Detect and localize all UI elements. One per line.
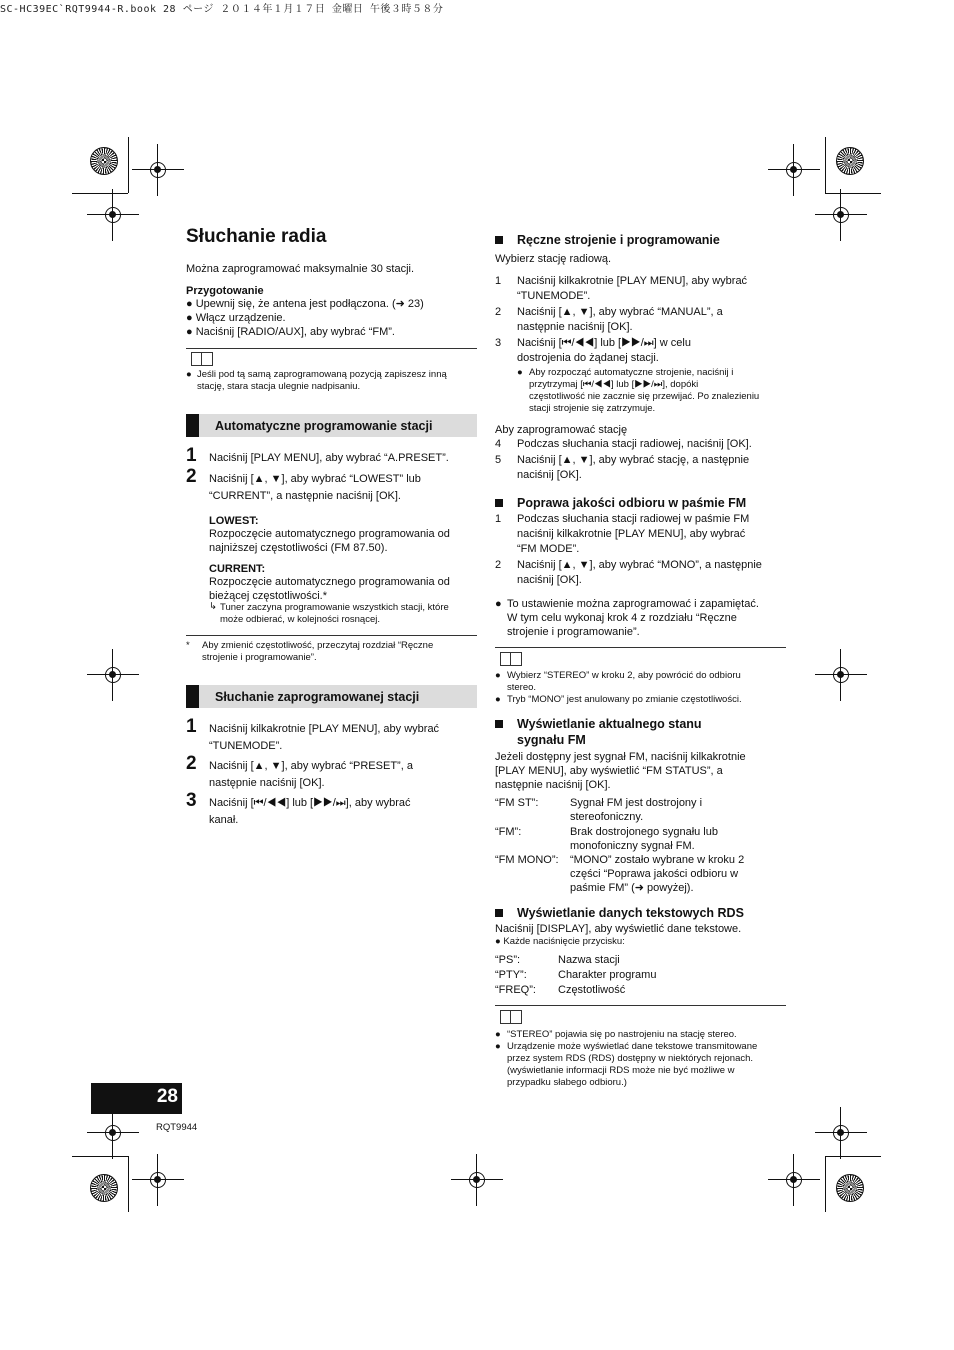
manual-step4: Podczas słuchania stacji radiowej, naciśnij [OK]. xyxy=(517,438,752,450)
page-title: Słuchanie radia xyxy=(186,226,327,247)
note-book-icon xyxy=(500,1010,522,1024)
signal-value: Sygnał FM jest dostrojony i stereofoniczny. xyxy=(570,797,703,823)
crosshair-icon xyxy=(829,203,853,227)
note-bullet: ● xyxy=(495,1029,501,1040)
step-number: 2 xyxy=(495,306,502,318)
note-bullet: ● xyxy=(186,369,192,380)
step-number: 1 xyxy=(186,445,197,466)
crop-mark xyxy=(72,193,128,194)
section-heading-preset: Słuchanie zaprogramowanej stacji xyxy=(186,685,477,708)
signal-key: “FM ST”: xyxy=(495,797,539,809)
fm-step1: Podczas słuchania stacji radiowej w paśmie FM naciśnij kilkakrotnie [PLAY MENU], aby wybrać “FM MODE”. xyxy=(517,513,750,555)
crop-mark xyxy=(825,1156,826,1212)
crop-mark xyxy=(128,137,129,193)
crop-mark xyxy=(825,193,881,194)
square-bullet-icon xyxy=(495,909,503,917)
step-number: 3 xyxy=(186,790,197,811)
lowest-label: LOWEST: xyxy=(209,515,259,527)
step-number: 1 xyxy=(186,716,197,737)
crosshair-icon xyxy=(465,1168,489,1192)
preset-step1: Naciśnij kilkakrotnie [PLAY MENU], aby wybrać “TUNEMODE”. xyxy=(209,723,440,752)
fm-bullet: To ustawienie można zaprogramować i zapamiętać. W tym celu wykonaj krok 4 z rozdziału “Ręczne strojenie i programowanie”. xyxy=(507,598,759,638)
signal-key: “FM MONO”: xyxy=(495,854,559,866)
divider xyxy=(495,647,786,648)
crosshair-icon xyxy=(782,1168,806,1192)
arrow-icon: ↳ xyxy=(209,601,217,612)
rds-key: “FREQ”: xyxy=(495,984,536,996)
note-bullet: ● xyxy=(495,670,501,681)
note-text: Jeśli pod tą samą zaprogramowaną pozycją zapiszesz inną stację, stara stacja ulegnie nadpisaniu. xyxy=(197,369,447,392)
crop-mark xyxy=(825,1156,881,1157)
step-number: 2 xyxy=(186,466,197,487)
arrow-note: Tuner zaczyna programowanie wszystkich stacji, które może odbierać, w kolejności rosnącej. xyxy=(220,602,449,625)
step-number: 2 xyxy=(495,559,502,571)
step-number: 2 xyxy=(186,753,197,774)
registration-dial-icon xyxy=(836,1174,864,1202)
prep-item: ● Włącz urządzenie. xyxy=(186,312,286,324)
crosshair-icon xyxy=(146,1168,170,1192)
square-bullet-icon xyxy=(495,236,503,244)
divider xyxy=(495,1005,786,1006)
preset-intro: Aby zaprogramować stację xyxy=(495,424,628,436)
prep-item: ● Naciśnij [RADIO/AUX], aby wybrać “FM”. xyxy=(186,326,395,338)
doc-code: RQT9944 xyxy=(156,1122,198,1133)
divider xyxy=(186,635,477,636)
rds-sub: ● Każde naciśnięcie przycisku: xyxy=(495,936,625,947)
manual-step3-note: Aby rozpocząć automatyczne strojenie, naciśnij i przytrzymaj [⏮/◀◀] lub [▶▶/⏭], dopóki częstotliwość nie zacznie się przewijać. Po znalezieniu stacji strojenie się zatrzymuje. xyxy=(529,367,760,414)
signal-heading: Wyświetlanie aktualnego stanu sygnału FM xyxy=(517,717,702,747)
manual-step1: Naciśnij kilkakrotnie [PLAY MENU], aby wybrać “TUNEMODE”. xyxy=(517,275,748,302)
footnote-mark: * xyxy=(186,640,190,651)
manual-intro: Wybierz stację radiową. xyxy=(495,253,612,265)
manual-step2: Naciśnij [▲, ▼], aby wybrać “MANUAL”, a następnie naciśnij [OK]. xyxy=(517,306,723,333)
registration-dial-icon xyxy=(836,147,864,175)
crop-mark xyxy=(72,1156,128,1157)
signal-key: “FM”: xyxy=(495,826,522,838)
lowest-text: Rozpoczęcie automatycznego programowania od najniższej częstotliwości (FM 87.50). xyxy=(209,528,450,554)
auto-step1: Naciśnij [PLAY MENU], aby wybrać “A.PRESET”. xyxy=(209,452,449,464)
rds-value: Częstotliwość xyxy=(558,984,626,996)
fm-note: Wybierz “STEREO” w kroku 2, aby powrócić do odbioru stereo. xyxy=(507,670,741,693)
crosshair-icon xyxy=(101,203,125,227)
registration-dial-icon xyxy=(90,1174,118,1202)
footnote-text: Aby zmienić częstotliwość, przeczytaj rozdział “Ręczne strojenie i programowanie”. xyxy=(202,640,434,663)
crosshair-icon xyxy=(101,663,125,687)
page-number-box: 28 xyxy=(91,1083,182,1114)
crop-mark xyxy=(128,1156,129,1212)
fm-note: Tryb “MONO” jest anulowany po zmianie częstotliwości. xyxy=(507,694,742,705)
registration-dial-icon xyxy=(90,147,118,175)
signal-value: Brak dostrojonego sygnału lub monofoniczny sygnał FM. xyxy=(570,826,718,852)
note-bullet: ● xyxy=(495,1041,501,1052)
rds-intro: Naciśnij [DISPLAY], aby wyświetlić dane tekstowe. xyxy=(495,923,742,935)
crosshair-icon xyxy=(146,158,170,182)
note-book-icon xyxy=(191,352,213,366)
step-number: 3 xyxy=(495,337,502,349)
current-text: Rozpoczęcie automatycznego programowania od bieżącej częstotliwości.* xyxy=(209,576,450,602)
manual-step3: Naciśnij [⏮/◀◀] lub [▶▶/⏭] w celu dostrojenia do żądanej stacji. xyxy=(517,337,691,364)
preset-step3: Naciśnij [⏮/◀◀] lub [▶▶/⏭], aby wybrać kanał. xyxy=(209,797,411,826)
fm-heading: Poprawa jakości odbioru w paśmie FM xyxy=(517,496,747,510)
note-bullet: ● xyxy=(495,598,502,610)
rds-value: Nazwa stacji xyxy=(558,954,620,966)
manual-heading: Ręczne strojenie i programowanie xyxy=(517,233,720,247)
crosshair-icon xyxy=(101,1121,125,1145)
signal-intro: Jeżeli dostępny jest sygnał FM, naciśnij kilkakrotnie [PLAY MENU], aby wyświetlić “FM STATUS”, a następnie naciśnij [OK]. xyxy=(495,751,746,791)
crosshair-icon xyxy=(782,158,806,182)
signal-value: “MONO” zostało wybrane w kroku 2 części “Poprawa jakości odbioru w paśmie FM” (➜ powyżej). xyxy=(570,854,745,894)
note-bullet: ● xyxy=(495,694,501,705)
prep-heading: Przygotowanie xyxy=(186,285,264,297)
rds-key: “PS”: xyxy=(495,954,521,966)
crosshair-icon xyxy=(829,1121,853,1145)
rds-key: “PTY”: xyxy=(495,969,527,981)
note-book-icon xyxy=(500,652,522,666)
rds-note: Urządzenie może wyświetlać dane tekstowe transmitowane przez system RDS (RDS) dostępny w niektórych rejonach. (wyświetlanie informacji RDS może nie być możliwe w przypadku słabego odbioru.) xyxy=(507,1041,758,1088)
intro-text: Można zaprogramować maksymalnie 30 stacji. xyxy=(186,263,415,275)
step-number: 5 xyxy=(495,454,502,466)
square-bullet-icon xyxy=(495,499,503,507)
print-header: SC-HC39EC`RQT9944-R.book 28 ページ ２０１４年１月１７日 金曜日 午後３時５８分 xyxy=(0,4,444,15)
step-number: 1 xyxy=(495,275,502,287)
current-label: CURRENT: xyxy=(209,563,266,575)
rds-note: “STEREO” pojawia się po nastrojeniu na stację stereo. xyxy=(507,1029,737,1040)
rds-value: Charakter programu xyxy=(558,969,657,981)
step-number: 1 xyxy=(495,513,502,525)
fm-step2: Naciśnij [▲, ▼], aby wybrać “MONO”, a następnie naciśnij [OK]. xyxy=(517,559,762,586)
square-bullet-icon xyxy=(495,720,503,728)
rds-heading: Wyświetlanie danych tekstowych RDS xyxy=(517,906,744,920)
auto-step2: Naciśnij [▲, ▼], aby wybrać “LOWEST” lub “CURRENT”, a następnie naciśnij [OK]. xyxy=(209,473,421,502)
crosshair-icon xyxy=(829,663,853,687)
manual-step5: Naciśnij [▲, ▼], aby wybrać stację, a następnie naciśnij [OK]. xyxy=(517,454,750,481)
section-heading-auto: Automatyczne programowanie stacji xyxy=(186,414,477,437)
crop-mark xyxy=(825,137,826,193)
note-bullet: ● xyxy=(517,367,523,378)
prep-item: ● Upewnij się, że antena jest podłączona. (➜ 23) xyxy=(186,298,424,310)
step-number: 4 xyxy=(495,438,502,450)
divider xyxy=(186,348,477,349)
preset-step2: Naciśnij [▲, ▼], aby wybrać “PRESET”, a następnie naciśnij [OK]. xyxy=(209,760,413,789)
